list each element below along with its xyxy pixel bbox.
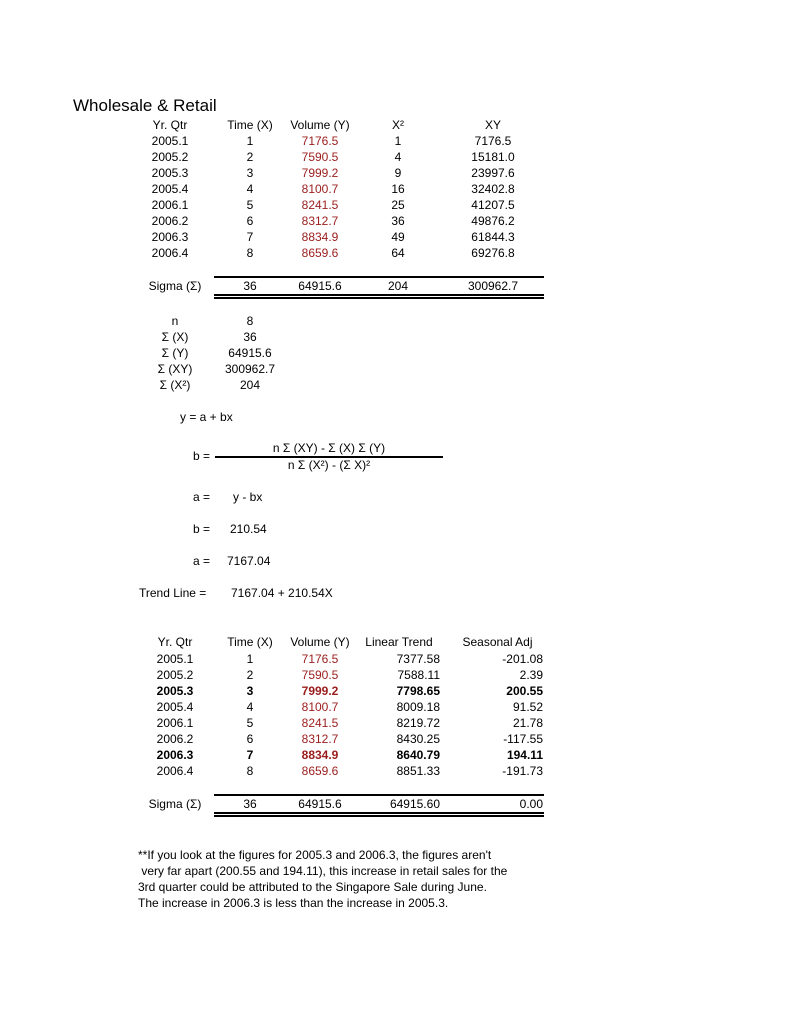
cell-linear-trend: 7798.65 (396, 684, 440, 698)
header-yr-qtr: Yr. Qtr (157, 635, 193, 649)
b-numerator: n Σ (XY) - Σ (X) Σ (Y) (272, 441, 386, 455)
sigma-x: 36 (243, 797, 257, 811)
summary-label: Σ (Y) (161, 346, 189, 360)
header-time: Time (X) (227, 118, 273, 132)
cell-seasonal-adj: 200.55 (506, 684, 543, 698)
cell-volume: 7590.5 (301, 150, 339, 164)
cell-xy: 41207.5 (471, 198, 515, 212)
cell-time: 8 (246, 764, 254, 778)
cell-volume: 8834.9 (301, 748, 339, 762)
cell-yr-qtr: 2005.1 (151, 134, 189, 148)
cell-yr-qtr: 2006.2 (151, 214, 189, 228)
cell-time: 5 (246, 716, 254, 730)
sigma-label: Sigma (Σ) (148, 279, 202, 293)
cell-linear-trend: 8219.72 (396, 716, 440, 730)
cell-time: 6 (246, 214, 254, 228)
cell-yr-qtr: 2006.2 (156, 732, 194, 746)
summary-sum-y (0, 345, 791, 361)
cell-seasonal-adj: -191.73 (502, 764, 543, 778)
cell-x2: 4 (394, 150, 402, 164)
sigma-label: Sigma (Σ) (148, 797, 202, 811)
cell-x2: 9 (394, 166, 402, 180)
cell-seasonal-adj: -201.08 (502, 652, 543, 666)
header-time: Time (X) (227, 635, 273, 649)
table-row (0, 747, 791, 763)
cell-yr-qtr: 2005.3 (156, 684, 194, 698)
table-row (0, 133, 791, 149)
b-formula-label: b = (193, 449, 211, 463)
regression-equation: y = a + bx (180, 410, 233, 424)
summary-sum-xy (0, 361, 791, 377)
b-value-label: b = (193, 522, 211, 536)
cell-volume: 8312.7 (301, 732, 339, 746)
table-row (0, 245, 791, 261)
page-title: Wholesale & Retail (73, 96, 217, 115)
cell-x2: 1 (394, 134, 402, 148)
summary-label: Σ (XY) (157, 362, 193, 376)
sigma-x2: 204 (387, 279, 409, 293)
sigma-trend: 64915.60 (389, 797, 440, 811)
cell-time: 7 (246, 748, 254, 762)
sigma-x: 36 (243, 279, 257, 293)
cell-time: 1 (246, 134, 254, 148)
cell-yr-qtr: 2005.4 (156, 700, 194, 714)
cell-time: 5 (246, 198, 254, 212)
table-row (0, 699, 791, 715)
note-line: very far apart (200.55 and 194.11), this increase in retail sales for the (138, 864, 508, 878)
sigma-y: 64915.6 (298, 797, 342, 811)
summary-value: 300962.7 (224, 362, 276, 376)
header-x2: X² (392, 118, 404, 132)
cell-volume: 8100.7 (301, 700, 339, 714)
header-linear-trend: Linear Trend (365, 635, 433, 649)
trend-line-value: 7167.04 + 210.54X (231, 586, 333, 600)
sigma-y: 64915.6 (298, 279, 342, 293)
header-yr-qtr: Yr. Qtr (152, 118, 188, 132)
b-denominator: n Σ (X²) - (Σ X)² (287, 458, 371, 472)
table-row (0, 763, 791, 779)
cell-volume: 8100.7 (301, 182, 339, 196)
cell-yr-qtr: 2006.1 (151, 198, 189, 212)
table-row (0, 229, 791, 245)
cell-volume: 7999.2 (301, 684, 339, 698)
cell-seasonal-adj: 194.11 (506, 748, 543, 762)
cell-yr-qtr: 2005.4 (151, 182, 189, 196)
summary-value: 64915.6 (228, 346, 272, 360)
cell-linear-trend: 8640.79 (396, 748, 440, 762)
table-row (0, 651, 791, 667)
cell-volume: 7999.2 (301, 166, 339, 180)
cell-seasonal-adj: -117.55 (503, 732, 543, 746)
sigma-adj: 0.00 (519, 797, 543, 811)
cell-time: 4 (246, 182, 254, 196)
a-formula-label: a = (193, 490, 211, 504)
cell-volume: 8241.5 (301, 716, 339, 730)
cell-time: 1 (246, 652, 254, 666)
table-row (0, 213, 791, 229)
cell-xy: 7176.5 (474, 134, 512, 148)
cell-seasonal-adj: 2.39 (519, 668, 543, 682)
table-row (0, 731, 791, 747)
header-seasonal-adj: Seasonal Adj (462, 635, 533, 649)
summary-value: 36 (243, 330, 257, 344)
cell-volume: 8834.9 (301, 230, 339, 244)
cell-xy: 69276.8 (471, 246, 515, 260)
header-xy: XY (484, 118, 501, 132)
table-row (0, 197, 791, 213)
table-row (0, 181, 791, 197)
cell-x2: 25 (391, 198, 405, 212)
table-row (0, 149, 791, 165)
cell-xy: 15181.0 (471, 150, 515, 164)
note-line: **If you look at the figures for 2005.3 and 2006.3, the figures aren't (138, 848, 492, 862)
cell-xy: 23997.6 (471, 166, 515, 180)
cell-linear-trend: 8851.33 (396, 764, 440, 778)
table-row (0, 667, 791, 683)
cell-yr-qtr: 2005.2 (156, 668, 194, 682)
cell-time: 6 (246, 732, 254, 746)
cell-yr-qtr: 2005.1 (156, 652, 194, 666)
cell-x2: 36 (391, 214, 405, 228)
cell-time: 7 (246, 230, 254, 244)
cell-time: 8 (246, 246, 254, 260)
b-value: 210.54 (230, 522, 267, 536)
trend-line-label: Trend Line = (139, 586, 207, 600)
note-line: 3rd quarter could be attributed to the Singapore Sale during June. (138, 880, 487, 894)
table-header (0, 117, 791, 133)
header-volume: Volume (Y) (290, 118, 350, 132)
cell-x2: 49 (391, 230, 405, 244)
cell-xy: 61844.3 (471, 230, 515, 244)
cell-yr-qtr: 2005.3 (151, 166, 189, 180)
summary-value: 8 (246, 314, 254, 328)
table-row (0, 165, 791, 181)
cell-yr-qtr: 2006.4 (156, 764, 194, 778)
cell-volume: 7176.5 (301, 652, 339, 666)
sigma-double-rule (214, 812, 544, 817)
header-volume: Volume (Y) (290, 635, 350, 649)
cell-x2: 16 (391, 182, 405, 196)
cell-seasonal-adj: 91.52 (512, 700, 543, 714)
sigma-double-rule (214, 294, 544, 299)
cell-xy: 49876.2 (471, 214, 515, 228)
cell-volume: 8659.6 (301, 764, 339, 778)
summary-sum-x2 (0, 377, 791, 393)
a-value: 7167.04 (227, 554, 271, 568)
summary-label: Σ (X) (161, 330, 189, 344)
cell-yr-qtr: 2006.1 (156, 716, 194, 730)
cell-time: 3 (246, 166, 254, 180)
summary-label: Σ (X²) (159, 378, 191, 392)
table-row (0, 715, 791, 731)
cell-yr-qtr: 2005.2 (151, 150, 189, 164)
cell-time: 2 (246, 668, 254, 682)
summary-label: n (171, 314, 179, 328)
cell-volume: 7590.5 (301, 668, 339, 682)
summary-sum-x (0, 329, 791, 345)
summary-value: 204 (239, 378, 261, 392)
sigma-xy: 300962.7 (467, 279, 519, 293)
cell-yr-qtr: 2006.4 (151, 246, 189, 260)
cell-time: 2 (246, 150, 254, 164)
cell-xy: 32402.8 (471, 182, 515, 196)
a-value-label: a = (193, 554, 211, 568)
summary-n (0, 313, 791, 329)
cell-seasonal-adj: 21.78 (512, 716, 543, 730)
cell-time: 3 (246, 684, 254, 698)
cell-yr-qtr: 2006.3 (151, 230, 189, 244)
cell-volume: 8312.7 (301, 214, 339, 228)
cell-linear-trend: 8009.18 (396, 700, 440, 714)
cell-time: 4 (246, 700, 254, 714)
cell-volume: 8659.6 (301, 246, 339, 260)
sigma-row (0, 278, 791, 294)
sigma-row (0, 796, 791, 812)
cell-linear-trend: 8430.25 (396, 732, 440, 746)
table-header (0, 634, 791, 650)
cell-yr-qtr: 2006.3 (156, 748, 194, 762)
cell-linear-trend: 7377.58 (396, 652, 440, 666)
cell-volume: 7176.5 (301, 134, 339, 148)
table-row (0, 683, 791, 699)
note-line: The increase in 2006.3 is less than the increase in 2005.3. (138, 896, 449, 910)
a-formula: y - bx (233, 490, 263, 504)
cell-volume: 8241.5 (301, 198, 339, 212)
cell-linear-trend: 7588.11 (397, 668, 440, 682)
cell-x2: 64 (391, 246, 405, 260)
